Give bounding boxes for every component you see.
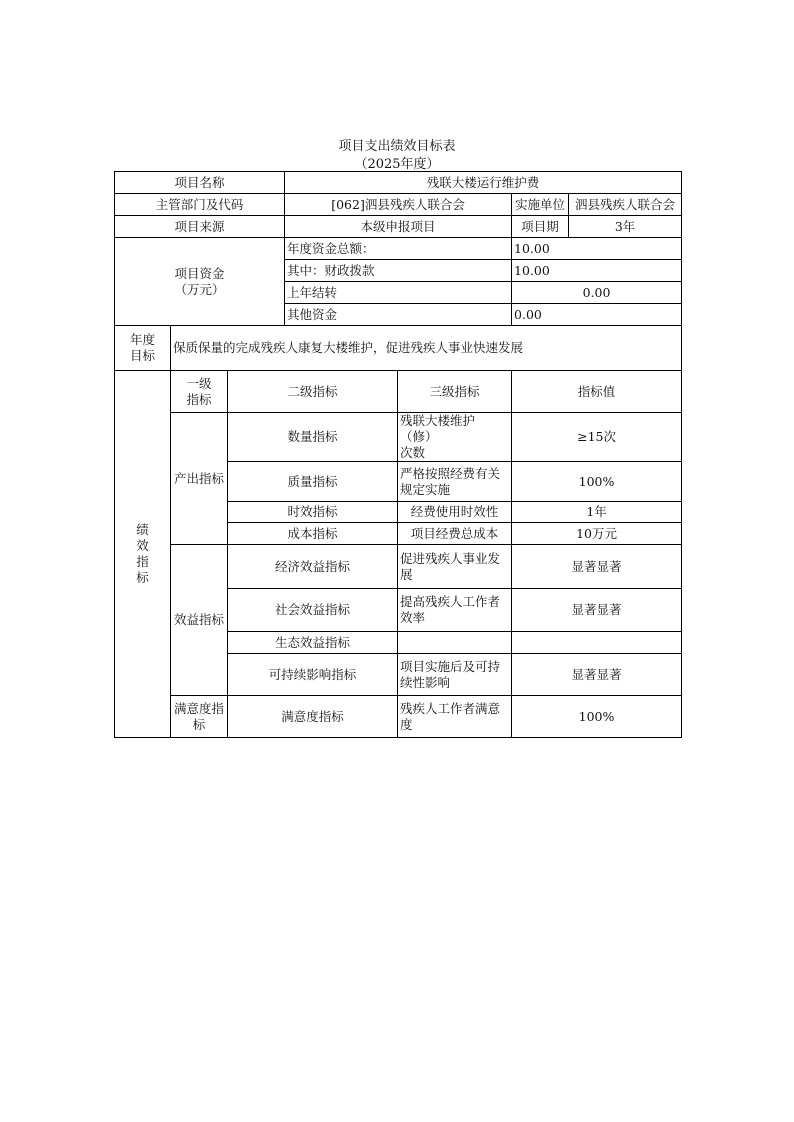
table-row [115,216,682,238]
table-row [115,326,682,371]
period-value: 3年 [569,216,682,238]
level3-line2: 规定实施 [400,481,451,497]
fund-label-line1: 项目资金 [174,265,225,281]
level3-cell [398,545,512,589]
source-value: 本级申报项目 [285,216,512,238]
level3-cell [398,589,512,632]
goal-label-line2: 目标 [129,348,155,363]
level3-line1: 促进残疾人事业发 [400,550,501,566]
value-cell: 100% [512,696,682,738]
level2-cell: 可持续影响指标 [228,654,398,696]
perf-label-char: 效 [136,538,149,553]
table-row [115,545,682,589]
table-row [115,238,682,260]
source-label: 项目来源 [115,216,285,238]
fund-label [115,238,285,326]
year-subtitle: （2025年度） [354,157,440,172]
level3-line2: 展 [400,566,413,582]
project-name-value: 残联大楼运行维护费 [285,172,682,194]
value-cell [512,632,682,654]
satisfaction-label [171,696,228,738]
level3-cell [398,696,512,738]
value-cell: 1年 [512,502,682,523]
goal-label-line1: 年度 [129,332,155,347]
fund-total-label: 年度资金总额： [285,238,512,260]
level3-line1: 项目实施后及可持 [400,658,501,674]
level2-cell: 满意度指标 [228,696,398,738]
level3-cell: 经费使用时效性 [398,502,512,523]
dept-label: 主管部门及代码 [115,194,285,216]
level3-line2: 效率 [400,610,426,625]
level3-line2: 度 [400,716,413,732]
level2-cell: 时效指标 [228,502,398,523]
table-row [115,696,682,738]
satisfaction-label-line2: 标 [192,716,206,732]
table-row [115,371,682,413]
period-label: 项目期 [512,216,569,238]
value-cell: 100% [512,462,682,502]
level3-line1: 残疾人工作者满意 [400,700,501,716]
header-level3: 三级指标 [398,371,512,413]
header-level1-line1: 一级 [186,375,212,391]
fund-total-value: 10.00 [512,238,682,260]
level2-cell: 成本指标 [228,523,398,545]
header-level1-line2: 指标 [186,391,212,407]
level2-cell: 社会效益指标 [228,589,398,632]
perf-label-char: 指 [136,554,149,569]
output-label: 产出指标 [171,413,228,545]
impl-value: 泗县残疾人联合会 [569,194,682,216]
performance-table [114,171,682,738]
value-cell: 显著显著 [512,589,682,632]
level3-cell [398,413,512,462]
value-cell: 10万元 [512,523,682,545]
level3-cell [398,462,512,502]
level3-cell: 项目经费总成本 [398,523,512,545]
level3-line1: 严格按照经费有关 [400,465,501,481]
level3-cell [398,632,512,654]
goal-text: 保质保量的完成残疾人康复大楼维护，促进残疾人事业快速发展 [171,326,682,371]
perf-label [115,371,171,738]
level3-line1: 残联大楼维护（修） [400,413,476,444]
impl-label: 实施单位 [512,194,569,216]
fund-other-value: 0.00 [512,304,682,326]
dept-value: [062]泗县残疾人联合会 [285,194,512,216]
level3-cell [398,654,512,696]
fund-fiscal-label: 其中：财政拨款 [285,260,512,282]
value-cell: ≥15次 [512,413,682,462]
fund-other-label: 其他资金 [285,304,512,326]
table-row [115,413,682,462]
header-level2: 二级指标 [228,371,398,413]
level2-cell: 生态效益指标 [228,632,398,654]
fund-label-line2: （万元） [174,281,225,297]
level2-cell: 数量指标 [228,413,398,462]
table-row [115,194,682,216]
level2-cell: 质量指标 [228,462,398,502]
header-value: 指标值 [512,371,682,413]
goal-label [115,326,171,371]
project-name-label: 项目名称 [115,172,285,194]
value-cell: 显著显著 [512,654,682,696]
level3-line1: 提高残疾人工作者 [400,594,501,609]
satisfaction-label-line1: 满意度指 [173,700,224,716]
perf-label-char: 绩 [136,522,149,537]
benefit-label: 效益指标 [171,545,228,696]
level3-line2: 次数 [400,445,426,460]
fund-carryover-value: 0.00 [512,282,682,304]
perf-label-char: 标 [136,570,149,585]
level2-cell: 经济效益指标 [228,545,398,589]
value-cell: 显著显著 [512,545,682,589]
fund-carryover-label: 上年结转 [285,282,512,304]
fund-fiscal-value: 10.00 [512,260,682,282]
table-row [115,172,682,194]
page-title: 项目支出绩效目标表 [338,139,456,154]
level3-line2: 续性影响 [400,674,451,690]
header-level1 [171,371,228,413]
